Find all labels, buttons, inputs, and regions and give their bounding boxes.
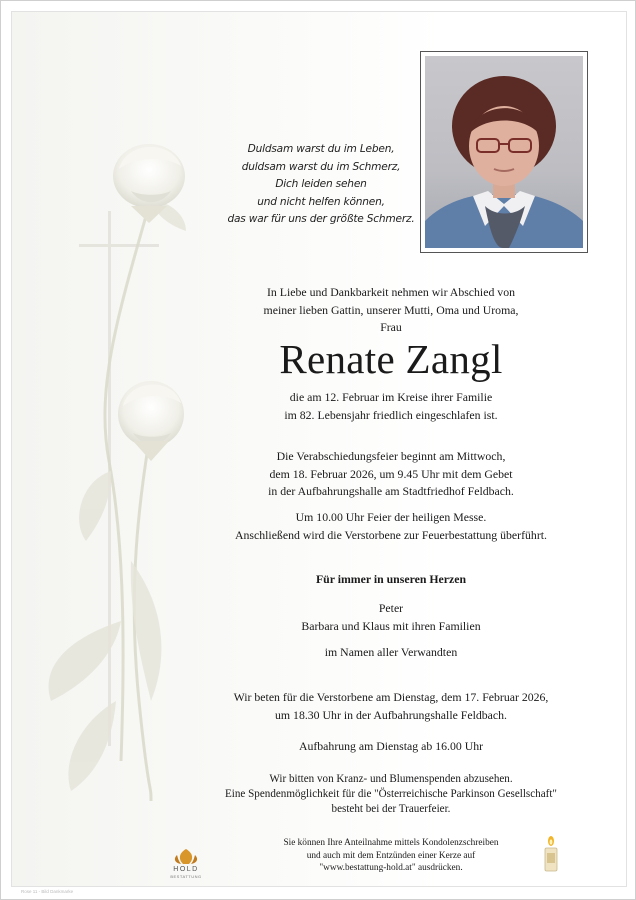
portrait-illustration: [425, 56, 583, 248]
portrait-photo: [425, 56, 583, 248]
ceremony-info: [191, 448, 591, 501]
mourner-line: Peter: [378, 601, 404, 615]
mourner-line: Barbara und Klaus mit ihren Familien: [301, 618, 481, 633]
death-line: die am 12. Februar im Kreise ihrer Familie: [289, 390, 493, 404]
hold-logo: [161, 847, 211, 881]
condolence-line: Sie können Ihre Anteilnahme mittels Kondolenzschreiben: [283, 838, 499, 848]
intro-line: meiner lieben Gattin, unserer Mutti, Oma und Uroma,: [263, 302, 519, 317]
relatives-line: im Namen aller Verwandten: [324, 645, 458, 659]
mourners: [191, 600, 591, 635]
card-id: Rose 11 - Bild Dankmarke: [21, 889, 74, 894]
logo-name: HOLD: [173, 866, 199, 873]
donation-info: [191, 772, 591, 817]
poem-line: duldsam warst du im Schmerz,: [241, 160, 401, 173]
poem-line: Dich leiden sehen: [275, 178, 367, 190]
condolence-info: [231, 837, 551, 875]
prayer-info: [191, 689, 591, 724]
death-line: im 82. Lebensjahr friedlich eingeschlafen ist.: [284, 407, 498, 422]
donation-line: Wir bitten von Kranz- und Blumenspenden abzusehen.: [269, 773, 513, 785]
mass-line: Um 10.00 Uhr Feier der heiligen Messe.: [295, 510, 487, 524]
logo-flame-icon: [161, 847, 211, 867]
mass-line: Anschließend wird die Verstorbene zur Feuerbestattung überführt.: [235, 527, 547, 542]
prayer-line: um 18.30 Uhr in der Aufbahrungshalle Feldbach.: [275, 707, 507, 722]
donation-line: besteht bei der Trauerfeier.: [331, 803, 451, 815]
ceremony-line: in der Aufbahrungshalle am Stadtfriedhof Feldbach.: [268, 484, 514, 498]
donation-line: Eine Spendenmöglichkeit für die "Österreichische Parkinson Gesellschaft": [225, 788, 557, 800]
death-notice: [191, 389, 591, 424]
lower-rose-icon: [118, 381, 184, 461]
rose-leaves: [49, 201, 186, 791]
poem-line: Duldsam warst du im Leben,: [247, 143, 395, 155]
condolence-line: "www.bestattung-hold.at" ausdrücken.: [319, 863, 463, 873]
poem-line: und nicht helfen können,: [257, 195, 385, 208]
intro-line: Frau: [380, 320, 402, 334]
condolence-line: und auch mit dem Entzünden einer Kerze auf: [306, 850, 476, 861]
deceased-name: Renate Zangl: [279, 336, 503, 382]
wake-info: Aufbahrung am Dienstag ab 16.00 Uhr: [298, 739, 484, 753]
prayer-line: Wir beten für die Verstorbene am Dienstag, dem 17. Februar 2026,: [233, 690, 549, 704]
portrait-frame: [420, 51, 588, 253]
candle-icon: [541, 835, 561, 873]
mass-info: [191, 509, 591, 544]
ceremony-line: dem 18. Februar 2026, um 9.45 Uhr mit dem Gebet: [269, 466, 513, 481]
logo-subtitle: BESTATTUNG: [170, 874, 202, 879]
ceremony-line: Die Verabschiedungsfeier beginnt am Mittwoch,: [276, 449, 506, 463]
poem-line: das war für uns der größte Schmerz.: [227, 213, 415, 225]
forever-heading: Für immer in unseren Herzen: [315, 572, 467, 586]
intro-line: In Liebe und Dankbarkeit nehmen wir Abschied von: [267, 285, 515, 299]
intro-text: [191, 284, 591, 337]
